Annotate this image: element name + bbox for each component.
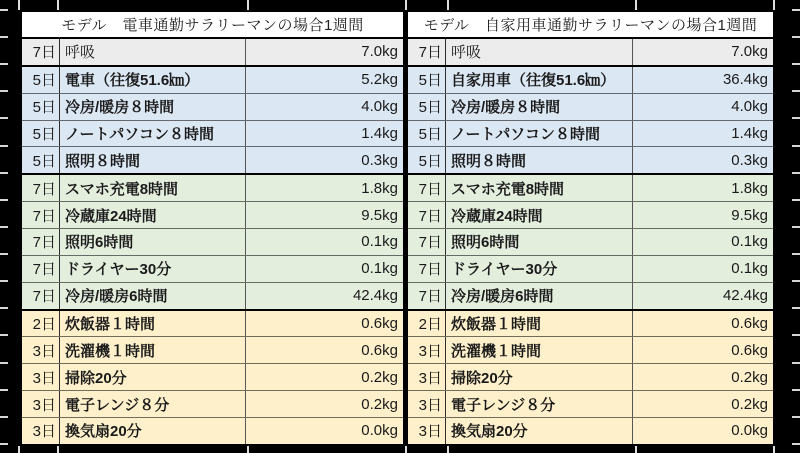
- table-row: [408, 120, 773, 147]
- activity-cell[interactable]: 照明８時間: [446, 147, 633, 173]
- gridline-notch: [447, 446, 449, 453]
- activity-cell[interactable]: 照明6時間: [446, 229, 633, 255]
- table-row: [408, 173, 773, 201]
- gridline-notch: [792, 280, 800, 282]
- value-cell[interactable]: 7.0kg: [731, 43, 768, 61]
- day-cell[interactable]: 7日: [408, 229, 446, 255]
- value-cell[interactable]: 5.2kg: [361, 71, 398, 89]
- day-cell[interactable]: 7日: [408, 283, 446, 309]
- gridline-notch: [0, 199, 8, 201]
- table-title-train[interactable]: モデル 電車通勤サラリーマンの場合1週間: [22, 12, 403, 37]
- table-row: [408, 390, 773, 417]
- value-cell[interactable]: 0.1kg: [361, 260, 398, 278]
- gridline-notch: [0, 226, 8, 228]
- activity-cell[interactable]: 洗濯機１時間: [446, 337, 633, 363]
- gridline-notch: [0, 389, 8, 391]
- gridline-notch: [792, 90, 800, 92]
- table-title-car[interactable]: モデル 自家用車通勤サラリーマンの場合1週間: [408, 12, 773, 37]
- day-cell[interactable]: 5日: [22, 121, 60, 147]
- activity-cell[interactable]: ドライヤー30分: [446, 256, 633, 282]
- table-row: [408, 201, 773, 228]
- activity-cell[interactable]: 冷房/暖房6時間: [446, 283, 633, 309]
- value-cell[interactable]: 0.2kg: [731, 368, 768, 386]
- table-row: [22, 282, 403, 309]
- activity-cell[interactable]: 換気扇20分: [446, 418, 633, 444]
- table-row: [22, 146, 403, 173]
- value-cell[interactable]: 0.6kg: [731, 341, 768, 359]
- table-row: [22, 228, 403, 255]
- table-row: [22, 65, 403, 93]
- value-cell[interactable]: 0.1kg: [731, 233, 768, 251]
- day-cell[interactable]: 2日: [408, 311, 446, 337]
- gridline-notch: [635, 0, 637, 10]
- gridline-notch: [635, 446, 637, 453]
- gridline-notch: [447, 0, 449, 10]
- value-cell[interactable]: 1.8kg: [731, 179, 768, 197]
- value-cell[interactable]: 0.1kg: [361, 233, 398, 251]
- value-cell[interactable]: 7.0kg: [361, 43, 398, 61]
- table-row: [408, 146, 773, 173]
- table-row: [408, 282, 773, 309]
- activity-cell[interactable]: 換気扇20分: [60, 418, 246, 444]
- gridline-notch: [0, 90, 8, 92]
- activity-cell[interactable]: ノートパソコン８時間: [446, 121, 633, 147]
- value-cell[interactable]: 1.4kg: [731, 125, 768, 142]
- gridline-notch: [0, 117, 8, 119]
- gridline-notch: [57, 446, 59, 453]
- gridline-notch: [0, 416, 8, 418]
- gridline-notch: [0, 145, 8, 147]
- table-row: [22, 37, 403, 65]
- gridline-notch: [247, 0, 249, 10]
- gridline-notch: [0, 362, 8, 364]
- activity-cell[interactable]: 電子レンジ８分: [446, 391, 633, 417]
- day-cell[interactable]: 7日: [22, 175, 60, 201]
- gridline-notch: [0, 9, 8, 11]
- activity-cell[interactable]: 冷房/暖房８時間: [446, 94, 633, 120]
- table-row: [408, 309, 773, 337]
- day-cell[interactable]: 5日: [22, 94, 60, 120]
- gridline-notch: [0, 253, 8, 255]
- table-row: [22, 255, 403, 282]
- activity-cell[interactable]: ドライヤー30分: [60, 256, 246, 282]
- emissions-table-train: [20, 10, 405, 446]
- gridline-notch: [792, 145, 800, 147]
- gridline-notch: [405, 446, 407, 453]
- table-row: [408, 417, 773, 444]
- table-row: [22, 309, 403, 337]
- value-cell[interactable]: 42.4kg: [722, 287, 768, 305]
- gridline-notch: [792, 389, 800, 391]
- value-cell[interactable]: 1.8kg: [361, 179, 398, 197]
- value-cell[interactable]: 9.5kg: [361, 206, 398, 224]
- day-cell[interactable]: 7日: [408, 256, 446, 282]
- gridline-notch: [247, 446, 249, 453]
- day-cell[interactable]: 5日: [408, 121, 446, 147]
- value-cell[interactable]: 4.0kg: [731, 98, 768, 116]
- day-cell[interactable]: 2日: [22, 311, 60, 337]
- day-cell[interactable]: 7日: [22, 283, 60, 309]
- value-cell[interactable]: 42.4kg: [352, 287, 398, 305]
- activity-cell[interactable]: 冷房/暖房6時間: [60, 283, 246, 309]
- day-cell[interactable]: 7日: [22, 256, 60, 282]
- day-cell[interactable]: 5日: [22, 67, 60, 93]
- value-cell[interactable]: 0.3kg: [731, 151, 768, 169]
- day-cell[interactable]: 3日: [408, 418, 446, 444]
- activity-cell[interactable]: 呼吸: [446, 39, 633, 65]
- table-row: [22, 93, 403, 120]
- table-row: [22, 336, 403, 363]
- value-cell[interactable]: 4.0kg: [361, 98, 398, 116]
- table-row: [22, 173, 403, 201]
- day-cell[interactable]: 3日: [408, 364, 446, 390]
- day-cell[interactable]: 7日: [408, 175, 446, 201]
- day-cell[interactable]: 3日: [408, 337, 446, 363]
- activity-cell[interactable]: スマホ充電8時間: [60, 175, 246, 201]
- activity-cell[interactable]: 掃除20分: [446, 364, 633, 390]
- value-cell[interactable]: 0.3kg: [361, 151, 398, 169]
- value-cell[interactable]: 0.6kg: [361, 341, 398, 359]
- value-cell[interactable]: 0.2kg: [731, 395, 768, 413]
- gridline-notch: [405, 0, 407, 10]
- value-cell[interactable]: 0.6kg: [361, 315, 398, 333]
- table-row: [22, 363, 403, 390]
- value-cell[interactable]: 0.0kg: [731, 422, 768, 440]
- gridline-notch: [792, 253, 800, 255]
- value-cell[interactable]: 9.5kg: [731, 206, 768, 224]
- day-cell[interactable]: 7日: [22, 229, 60, 255]
- activity-cell[interactable]: 照明８時間: [60, 147, 246, 173]
- gridline-notch: [792, 362, 800, 364]
- gridline-notch: [792, 172, 800, 174]
- gridline-notch: [792, 9, 800, 11]
- table-row: [408, 228, 773, 255]
- activity-cell[interactable]: 照明6時間: [60, 229, 246, 255]
- table-row: [408, 255, 773, 282]
- table-row: [408, 37, 773, 65]
- value-cell[interactable]: 36.4kg: [722, 71, 768, 89]
- gridline-notch: [18, 446, 20, 453]
- activity-cell[interactable]: 自家用車（往復51.6㎞）: [446, 67, 633, 93]
- day-cell[interactable]: 7日: [22, 39, 60, 65]
- value-cell[interactable]: 0.2kg: [361, 368, 398, 386]
- table-row: [408, 93, 773, 120]
- table-row: [22, 120, 403, 147]
- gridline-notch: [792, 226, 800, 228]
- activity-cell[interactable]: 炊飯器１時間: [446, 311, 633, 337]
- day-cell[interactable]: 5日: [22, 147, 60, 173]
- activity-cell[interactable]: 掃除20分: [60, 364, 246, 390]
- value-cell[interactable]: 0.0kg: [361, 422, 398, 440]
- gridline-notch: [792, 416, 800, 418]
- gridline-notch: [18, 0, 20, 10]
- value-cell[interactable]: 0.2kg: [361, 395, 398, 413]
- gridline-notch: [0, 443, 8, 445]
- day-cell[interactable]: 7日: [22, 202, 60, 228]
- gridline-notch: [0, 63, 8, 65]
- gridline-notch: [0, 334, 8, 336]
- activity-cell[interactable]: 冷蔵庫24時間: [446, 202, 633, 228]
- activity-cell[interactable]: 炊飯器１時間: [60, 311, 246, 337]
- gridline-notch: [773, 0, 775, 10]
- value-cell[interactable]: 0.1kg: [731, 260, 768, 278]
- activity-cell[interactable]: 冷蔵庫24時間: [60, 202, 246, 228]
- day-cell[interactable]: 3日: [408, 391, 446, 417]
- value-cell[interactable]: 0.6kg: [731, 315, 768, 333]
- gridline-notch: [0, 307, 8, 309]
- day-cell[interactable]: 5日: [408, 67, 446, 93]
- day-cell[interactable]: 7日: [408, 39, 446, 65]
- activity-cell[interactable]: 冷房/暖房８時間: [60, 94, 246, 120]
- table-row: [408, 363, 773, 390]
- table-row: [22, 390, 403, 417]
- day-cell[interactable]: 5日: [408, 94, 446, 120]
- activity-cell[interactable]: 電車（往復51.6㎞）: [60, 67, 246, 93]
- day-cell[interactable]: 3日: [22, 418, 60, 444]
- activity-cell[interactable]: 呼吸: [60, 39, 246, 65]
- gridline-notch: [0, 36, 8, 38]
- gridline-notch: [0, 172, 8, 174]
- gridline-notch: [792, 63, 800, 65]
- gridline-notch: [792, 334, 800, 336]
- table-row: [408, 65, 773, 93]
- day-cell[interactable]: 3日: [22, 391, 60, 417]
- day-cell[interactable]: 5日: [408, 147, 446, 173]
- day-cell[interactable]: 3日: [22, 337, 60, 363]
- table-row: [408, 336, 773, 363]
- day-cell[interactable]: 7日: [408, 202, 446, 228]
- gridline-notch: [792, 36, 800, 38]
- gridline-notch: [792, 199, 800, 201]
- gridline-notch: [57, 0, 59, 10]
- day-cell[interactable]: 3日: [22, 364, 60, 390]
- value-cell[interactable]: 1.4kg: [361, 125, 398, 142]
- table-row: [22, 201, 403, 228]
- tables-container: [20, 10, 775, 446]
- activity-cell[interactable]: スマホ充電8時間: [446, 175, 633, 201]
- emissions-table-car: [406, 10, 775, 446]
- table-row: [22, 417, 403, 444]
- gridline-notch: [792, 117, 800, 119]
- gridline-notch: [792, 307, 800, 309]
- activity-cell[interactable]: ノートパソコン８時間: [60, 121, 246, 147]
- activity-cell[interactable]: 電子レンジ８分: [60, 391, 246, 417]
- gridline-notch: [773, 446, 775, 453]
- gridline-notch: [792, 443, 800, 445]
- activity-cell[interactable]: 洗濯機１時間: [60, 337, 246, 363]
- gridline-notch: [0, 280, 8, 282]
